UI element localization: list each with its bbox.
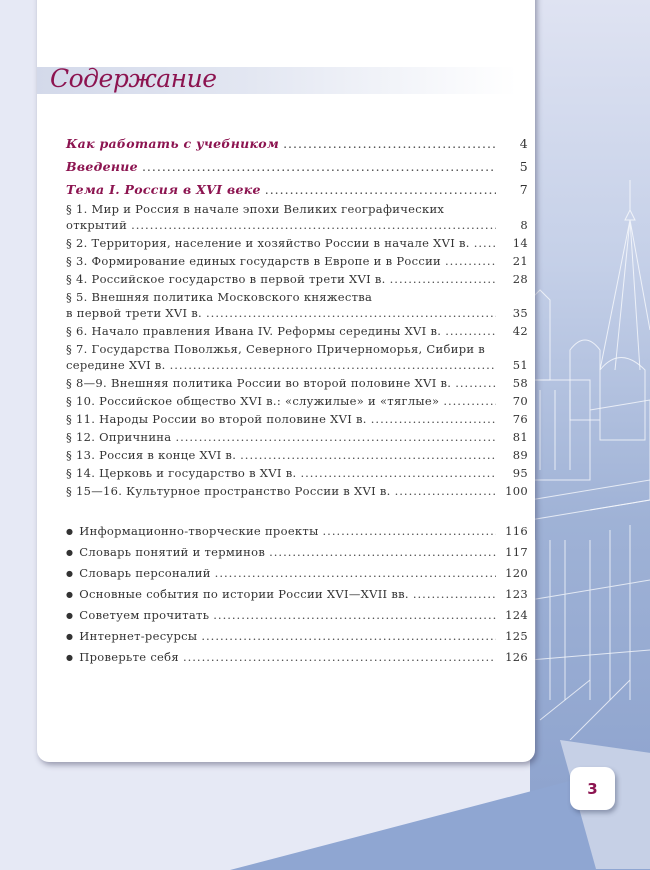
leader-dots <box>206 305 496 321</box>
toc-entry-label: ● Словарь понятий и терминов <box>66 544 265 562</box>
toc-entry-label-line1: § 5. Внешняя политика Московского княжества <box>66 290 373 304</box>
toc-entry-page: 123 <box>505 587 528 601</box>
toc-entry-page: 51 <box>512 358 528 372</box>
leader-dots <box>474 235 496 251</box>
toc-entry-label: в первой трети XVI в. <box>66 306 203 320</box>
toc-entry-page: 7 <box>519 182 528 197</box>
leader-dots <box>445 323 496 339</box>
toc-entry-page: 100 <box>505 484 528 498</box>
leader-dots <box>413 586 496 602</box>
leader-dots <box>183 649 496 665</box>
toc-entry-section-11[interactable] <box>66 411 528 427</box>
toc-entry-page: 35 <box>512 306 528 320</box>
toc-appendix-projects[interactable] <box>66 523 528 541</box>
toc-entry-page: 4 <box>519 136 528 151</box>
toc-entry-page: 58 <box>512 376 528 390</box>
toc-appendix-reading[interactable] <box>66 607 528 625</box>
leader-dots <box>395 483 496 499</box>
toc-entry-label: Введение <box>66 159 138 174</box>
toc-entry-page: 120 <box>505 566 528 580</box>
leader-dots <box>443 393 496 409</box>
toc-entry-page: 28 <box>512 272 528 286</box>
table-of-contents <box>66 136 528 667</box>
toc-entry-label: ● Советуем прочитать <box>66 607 209 625</box>
toc-entry-label: ● Информационно-творческие проекты <box>66 523 319 541</box>
toc-appendix-internet[interactable] <box>66 628 528 646</box>
toc-entry-how-to-use[interactable] <box>66 136 528 152</box>
leader-dots <box>371 411 496 427</box>
toc-entry-page: 124 <box>505 608 528 622</box>
toc-entry-label-line1: § 1. Мир и Россия в начале эпохи Великих географических <box>66 202 445 216</box>
toc-appendix-self-check[interactable] <box>66 649 528 667</box>
leader-dots <box>283 136 496 152</box>
toc-entry-page: 125 <box>505 629 528 643</box>
toc-entry-section-7[interactable] <box>66 341 528 373</box>
page-title: Содержание <box>50 64 217 93</box>
toc-entry-section-6[interactable] <box>66 323 528 339</box>
toc-entry-label: § 13. Россия в конце XVI в. <box>66 448 237 462</box>
toc-entry-section-4[interactable] <box>66 271 528 287</box>
leader-dots <box>131 217 496 233</box>
leader-dots <box>240 447 496 463</box>
toc-entry-page: 126 <box>505 650 528 664</box>
toc-entry-page: 42 <box>512 324 528 338</box>
leader-dots <box>455 375 496 391</box>
toc-entry-label: § 2. Территория, население и хозяйство России в начале XVI в. <box>66 236 470 250</box>
cathedral-sketch-illustration <box>530 180 650 740</box>
toc-entry-page: 81 <box>512 430 528 444</box>
toc-entry-theme-1[interactable] <box>66 182 528 198</box>
toc-entry-section-8-9[interactable] <box>66 375 528 391</box>
toc-entry-label: Как работать с учебником <box>66 136 280 151</box>
leader-dots <box>390 271 496 287</box>
leader-dots <box>213 607 496 623</box>
leader-dots <box>142 159 496 175</box>
leader-dots <box>269 544 496 560</box>
toc-entry-page: 21 <box>512 254 528 268</box>
toc-entry-label: § 8—9. Внешняя политика России во второй половине XVI в. <box>66 376 452 390</box>
page-number-badge: 3 <box>570 767 615 810</box>
toc-entry-label: середине XVI в. <box>66 358 166 372</box>
toc-entry-label: § 14. Церковь и государство в XVI в. <box>66 466 297 480</box>
toc-appendix-events[interactable] <box>66 586 528 604</box>
toc-appendix-glossary[interactable] <box>66 544 528 562</box>
toc-entry-label: ● Проверьте себя <box>66 649 179 667</box>
toc-entry-label: § 12. Опричнина <box>66 430 172 444</box>
toc-entry-label: ● Интернет-ресурсы <box>66 628 197 646</box>
toc-entry-section-3[interactable] <box>66 253 528 269</box>
toc-entry-section-1[interactable] <box>66 201 528 233</box>
toc-entry-page: 8 <box>520 218 528 232</box>
toc-entry-section-12[interactable] <box>66 429 528 445</box>
leader-dots <box>445 253 496 269</box>
leader-dots <box>215 565 496 581</box>
toc-entry-page: 95 <box>512 466 528 480</box>
toc-entry-label: открытий <box>66 218 128 232</box>
toc-entry-page: 117 <box>505 545 528 559</box>
toc-entry-label: § 6. Начало правления Ивана IV. Реформы середины XVI в. <box>66 324 442 338</box>
toc-entry-page: 5 <box>519 159 528 174</box>
toc-entry-label: § 11. Народы России во второй половине XVI в. <box>66 412 367 426</box>
toc-entry-page: 89 <box>512 448 528 462</box>
toc-entry-label: § 15—16. Культурное пространство России в XVI в. <box>66 484 391 498</box>
toc-entry-section-15-16[interactable] <box>66 483 528 499</box>
toc-appendix-persons[interactable] <box>66 565 528 583</box>
toc-entry-introduction[interactable] <box>66 159 528 175</box>
leader-dots <box>300 465 496 481</box>
leader-dots <box>201 628 496 644</box>
toc-entry-section-5[interactable] <box>66 289 528 321</box>
toc-entry-page: 70 <box>512 394 528 408</box>
toc-entry-label: ● Основные события по истории России XVI—XVII вв. <box>66 586 409 604</box>
toc-entry-section-2[interactable] <box>66 235 528 251</box>
toc-entry-label: § 4. Российское государство в первой трети XVI в. <box>66 272 386 286</box>
leader-dots <box>170 357 496 373</box>
leader-dots <box>265 182 496 198</box>
toc-entry-page: 76 <box>512 412 528 426</box>
toc-entry-label: § 10. Российское общество XVI в.: «служилые» и «тяглые» <box>66 394 440 408</box>
toc-entry-section-13[interactable] <box>66 447 528 463</box>
leader-dots <box>175 429 496 445</box>
toc-entry-label: § 3. Формирование единых государств в Европе и в России <box>66 254 442 268</box>
toc-entry-page: 116 <box>505 524 528 538</box>
toc-entry-page: 14 <box>512 236 528 250</box>
leader-dots <box>323 523 496 539</box>
toc-entry-section-10[interactable] <box>66 393 528 409</box>
toc-entry-label: Тема I. Россия в XVI веке <box>66 182 261 197</box>
toc-entry-label: ● Словарь персоналий <box>66 565 211 583</box>
toc-entry-section-14[interactable] <box>66 465 528 481</box>
toc-entry-label-line1: § 7. Государства Поволжья, Северного Причерноморья, Сибири в <box>66 342 486 356</box>
